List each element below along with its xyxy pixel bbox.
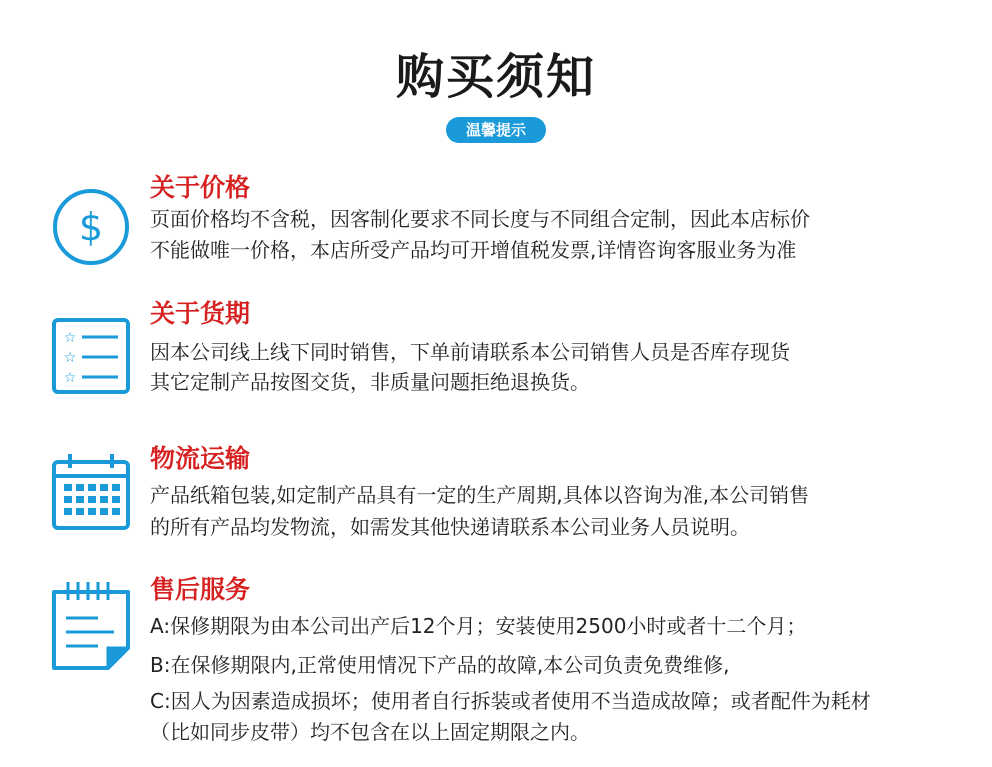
svg-text:☆: ☆ (63, 350, 77, 366)
section-title: 关于货期 (150, 299, 251, 328)
section-title: 关于价格 (150, 173, 251, 202)
star-checklist-icon (50, 316, 132, 396)
section-text-line: B:在保修期限内,正常使用情况下产品的故障,本公司负责免费维修, (150, 653, 730, 677)
tip-badge: 温馨提示 (446, 117, 546, 143)
section-text-line: A:保修期限为由本公司出产后12个月；安装使用2500小时或者十二个月； (150, 614, 807, 638)
section-text-line: 不能做唯一价格，本店所受产品均可开增值税发票,详情咨询客服业务为准 (150, 238, 797, 262)
calendar-icon (50, 450, 132, 532)
section-title: 物流运输 (150, 444, 251, 473)
section-text-line: 产品纸箱包装,如定制产品具有一定的生产周期,具体以咨询为准,本公司销售 (150, 483, 810, 507)
section-title: 售后服务 (150, 575, 251, 604)
section-text-line: （比如同步皮带）均不包含在以上固定期限之内。 (150, 720, 590, 744)
dollar-circle-icon (50, 186, 132, 268)
section-text-line: 的所有产品均发物流，如需发其他快递请联系本公司业务人员说明。 (150, 515, 750, 539)
section-text-line: C:因人为因素造成损坏；使用者自行拆装或者使用不当造成故障；或者配件为耗材 (150, 689, 871, 713)
svg-text:☆: ☆ (63, 370, 77, 386)
notepad-icon (50, 580, 134, 674)
section-text-line: 页面价格均不含税，因客制化要求不同长度与不同组合定制，因此本店标价 (150, 207, 810, 231)
page-title: 购买须知 (395, 49, 596, 105)
section-text-line: 因本公司线上线下同时销售，下单前请联系本公司销售人员是否库存现货 (150, 340, 790, 364)
svg-text:$: $ (78, 205, 104, 249)
svg-text:☆: ☆ (63, 330, 77, 346)
section-text-line: 其它定制产品按图交货，非质量问题拒绝退换货。 (150, 370, 590, 394)
